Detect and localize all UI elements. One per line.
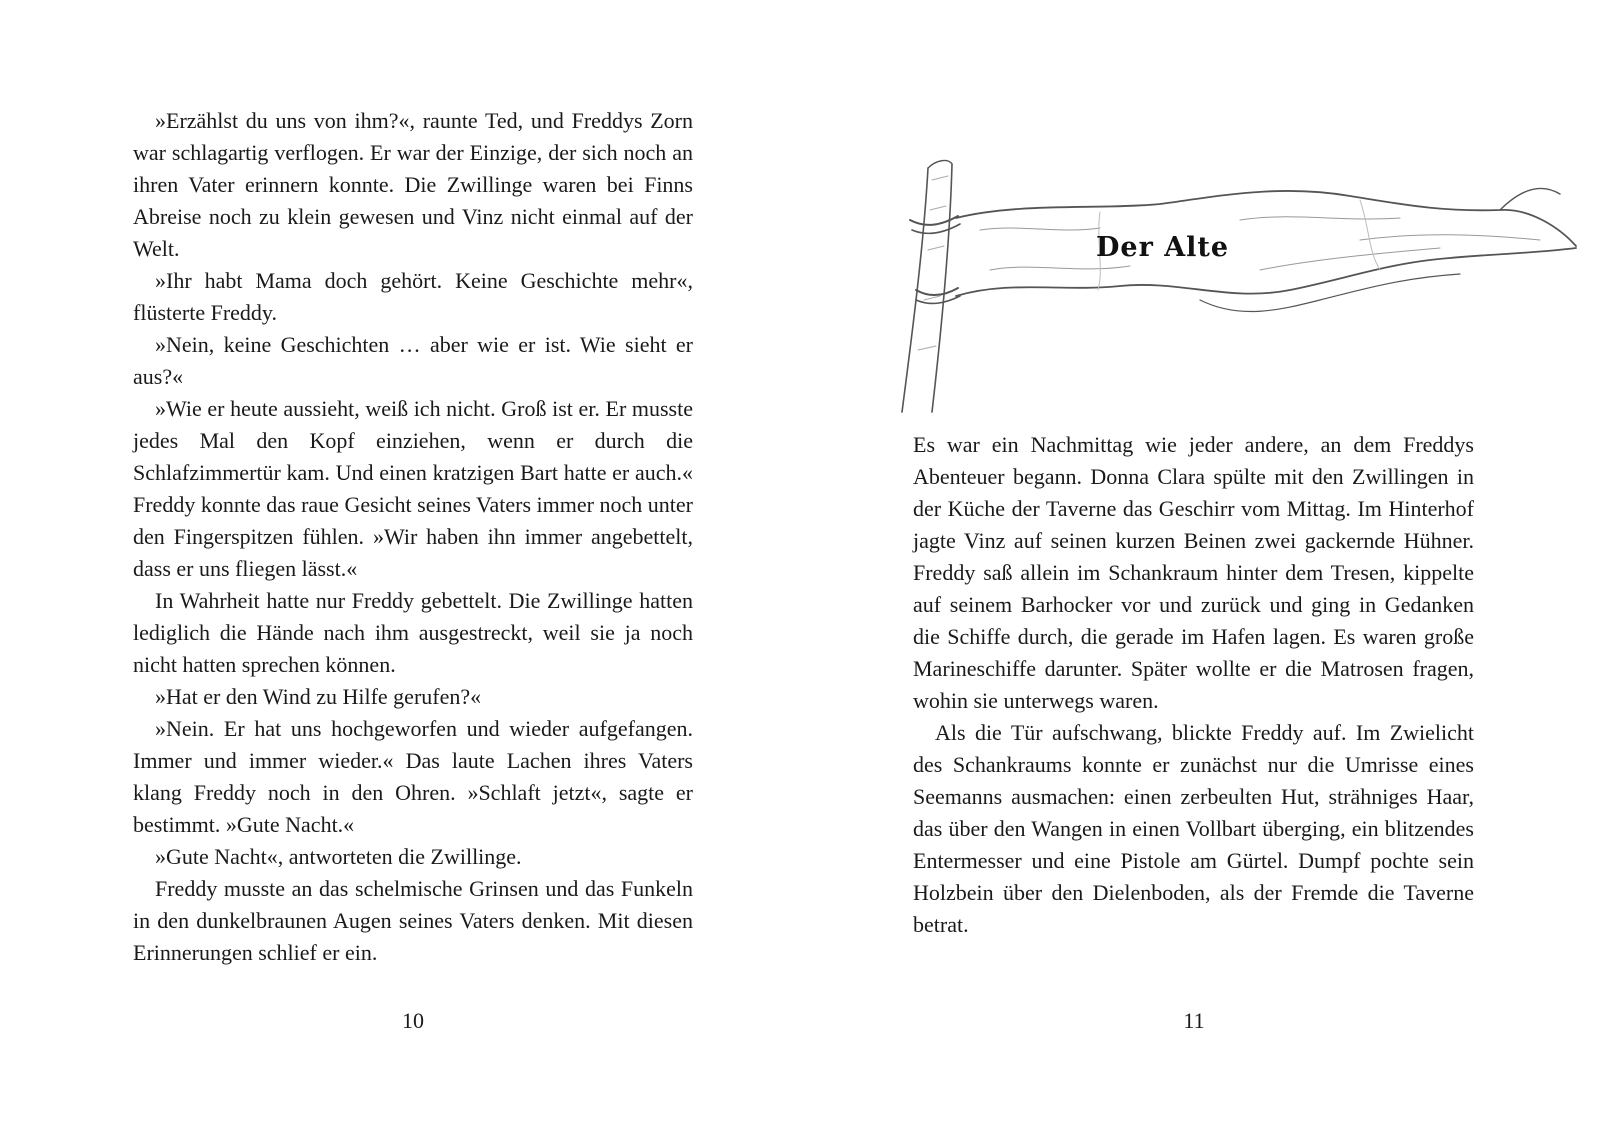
pennant-flag-icon [900, 150, 1580, 420]
left-page-text [133, 105, 693, 969]
paragraph: In Wahrheit hatte nur Freddy gebettelt. Die Zwillinge hatten lediglich die Hände nach ihm ausgestreckt, weil sie ja noch nicht hatten sprechen können. [133, 588, 693, 677]
right-page-text [913, 429, 1474, 941]
paragraph: »Hat er den Wind zu Hilfe gerufen?« [155, 684, 482, 709]
paragraph: »Nein, keine Geschichten … aber wie er ist. Wie sieht er aus?« [133, 332, 693, 389]
paragraph: »Gute Nacht«, antworteten die Zwillinge. [155, 844, 522, 869]
page-number: 10 [402, 1008, 424, 1033]
paragraph: »Nein. Er hat uns hochgeworfen und wieder aufgefangen. Immer und immer wieder.« Das laute Lachen ihres Vaters klang Freddy noch in den Ohren. »Schlaft jetzt«, sagte er bestimmt. »Gute Nacht.« [133, 716, 693, 837]
paragraph: »Erzählst du uns von ihm?«, raunte Ted, und Freddys Zorn war schlagartig verflogen. Er war der Einzige, der sich noch an ihren Vater erinnern konnte. Die Zwillinge waren bei Finns Abreise noch zu klein gewesen und Vinz nicht einmal auf der Welt. [133, 108, 693, 261]
chapter-title: Der Alte [1096, 232, 1230, 263]
paragraph: Als die Tür aufschwang, blickte Freddy auf. Im Zwielicht des Schankraums konnte er zunächst nur die Umrisse eines Seemanns ausmachen: einen zerbeulten Hut, strähniges Haar, das über den Wangen in einen Vollbart überging, ein blitzendes Entermesser und eine Pistole am Gürtel. Dumpf pochte sein Holzbein über den Dielenboden, als der Fremde die Taverne betrat. [913, 720, 1474, 937]
paragraph: »Wie er heute aussieht, weiß ich nicht. Groß ist er. Er musste jedes Mal den Kopf einziehen, wenn er durch die Schlafzimmertür kam. Und einen kratzigen Bart hatte er auch.« Freddy konnte das raue Gesicht seines Vaters immer noch unter den Fingerspitzen fühlen. »Wir haben ihn immer angebettelt, dass er uns fliegen lässt.« [133, 396, 693, 581]
paragraph: Es war ein Nachmittag wie jeder andere, an dem Freddys Abenteuer begann. Donna Clara spülte mit den Zwillingen in der Küche der Taverne das Geschirr vom Mittag. Im Hinterhof jagte Vinz auf seinen kurzen Beinen zwei gackernde Hühner. Freddy saß allein im Schankraum hinter dem Tresen, kippelte auf seinem Barhocker vor und zurück und ging in Gedanken die Schiffe durch, die gerade im Hafen lagen. Es waren große Marineschiffe darunter. Später wollte er die Matrosen fragen, wohin sie unterwegs waren. [913, 432, 1474, 713]
page-number: 11 [1183, 1008, 1205, 1033]
paragraph: Freddy musste an das schelmische Grinsen und das Funkeln in den dunkelbraunen Augen seines Vaters denken. Mit diesen Erinnerungen schlief er ein. [133, 876, 693, 965]
paragraph: »Ihr habt Mama doch gehört. Keine Geschichte mehr«, flüsterte Freddy. [133, 268, 693, 325]
right-page [800, 0, 1600, 1130]
